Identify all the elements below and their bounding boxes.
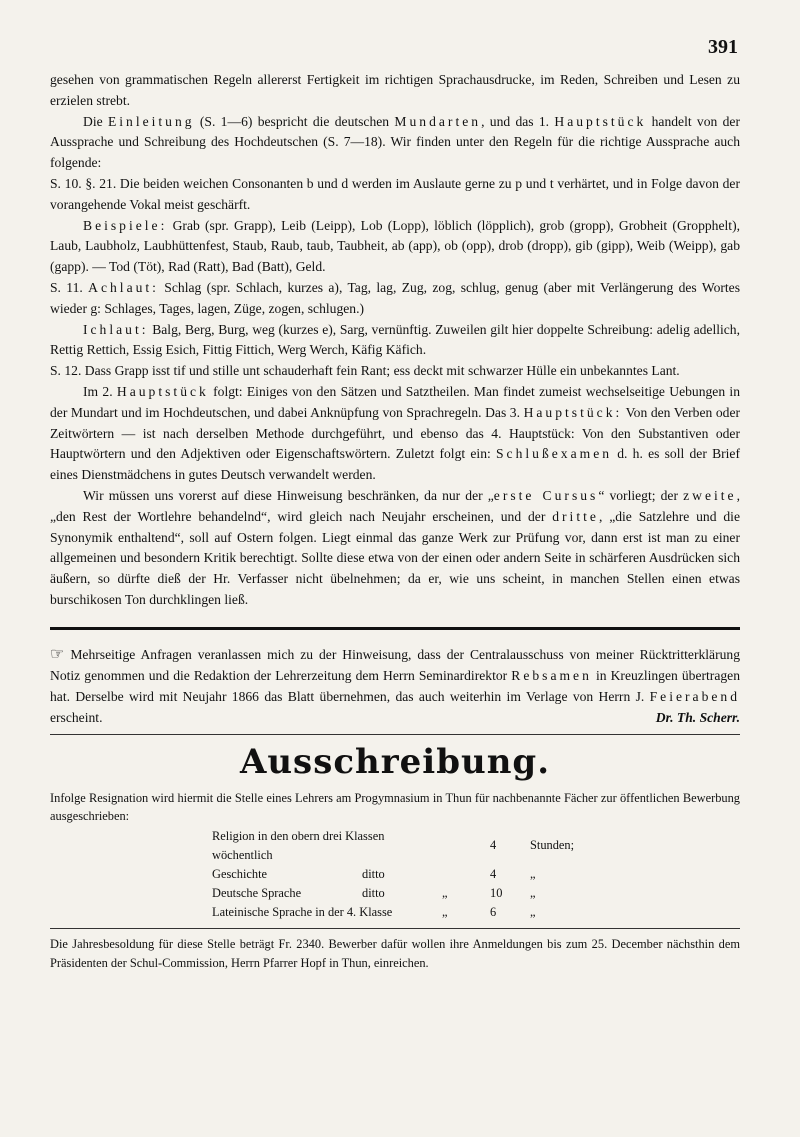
paragraph-8: Im 2. Hauptstück folgt: Einiges von den Sätzen und Satztheilen. Man findet zumeist wechselseitige Uebungen in der Mundart und im Hochdeutschen, und dabei Anknüpfung von Sprachregeln. Das 3. Hauptstück: Von den Verben oder Zeitwörtern — ist nach derselben Methode durchgeführt, und ebenso das 4. Hauptstück: Von den Substantiven oder Hauptwörtern und den Adjektiven oder Eigenschaftswörtern. Zuletzt folgt ein: Schlußexamen d. h. es soll der Brief eines Dienstmädchens in gutes Deutsch verwandelt werden. (50, 383, 740, 483)
table-row (212, 903, 574, 922)
subjects-table (212, 827, 574, 922)
unit-cell: „ (530, 885, 536, 900)
subject-cell: Religion in den obern drei Klassen wöchentlich (212, 828, 385, 862)
pointing-hand-icon: ☞ (50, 645, 65, 663)
unit-cell: „ (530, 904, 536, 919)
quote-cell: „ (442, 885, 448, 900)
editorial-notice: ☞ Mehrseitige Anfragen veranlassen mich zu der Hinweisung, dass der Centralausschuss von meiner Rücktritterklärung Notiz genommen und die Redaktion der Lehrerzeitung dem Herrn Seminardirektor Rebsamen in Kreuzlingen übertragen hat. Derselbe wird mit Neujahr 1866 das Blatt übernehmen, das auch weiterhin im Verlage von Herrn J. Feierabend erscheint. Dr. Th. Scherr. (50, 644, 740, 728)
page-number: 391 (708, 36, 738, 58)
paragraph-6: Ichlaut: Balg, Berg, Burg, weg (kurzes e), Sarg, vernünftig. Zuweilen gilt hier doppelte Schreibung: adelig adellich, Rettig Rettich, Essig Esich, Fittig Fittich, Werg Werch, Käfig Käfich. (50, 321, 740, 358)
paragraph-9: Wir müssen uns vorerst auf diese Hinweisung beschränken, da nur der „erste Cursus“ vorliegt; der zweite, „den Rest der Wortlehre behandelnd“, wird gleich nach Neujahr erscheinen, und der dritte, „die Satzlehre und die Synonymik enthaltend“, soll auf Ostern folgen. Liegt einmal das ganze Werk zur Prüfung vor, dann erst ist man zu einer allgemeinen und besondern Kritik berechtigt. Sollte diese etwa von der einen oder andern Seite in schärferen Ausdrücken sich äußern, so dürfte dieß der Hr. Verfasser nicht übelnehmen; da er, wie uns scheint, in manchen Stellen einen etwas burschikosen Ton durchklingen ließ. (50, 487, 740, 607)
quote-cell: „ (442, 904, 448, 919)
subject-cell: Geschichte (212, 866, 268, 881)
ditto-cell: ditto (362, 866, 385, 881)
table-row (212, 865, 574, 884)
subject-cell: Deutsche Sprache (212, 885, 302, 900)
paragraph-5: S. 11. Achlaut: Schlag (spr. Schlach, kurzes a), Tag, lag, Zug, zog, schlug, genug (aber mit Verlängerung des Wortes wieder g: Schlages, Tages, lagen, Züge, zogen, schlugen.) (50, 279, 740, 316)
notice-signature: Dr. Th. Scherr. (655, 709, 740, 725)
subject-cell: Lateinische Sprache in der 4. Klasse (212, 904, 393, 919)
paragraph-3: S. 10. §. 21. Die beiden weichen Consonanten b und d werden im Auslaute gerne zu p und t verhärtet, und in Folge davon der vorangehende Vokal meist geschärft. (50, 175, 740, 212)
notice-divider (50, 734, 740, 735)
hours-cell: 4 (490, 838, 497, 853)
advert-intro: Infolge Resignation wird hiermit die Stelle eines Lehrers am Progymnasium in Thun für nachbenannte Fächer zur öffentlichen Bewerbung ausgeschrieben: (50, 790, 740, 823)
review-article (50, 70, 740, 611)
hours-cell: 4 (490, 866, 497, 881)
table-row (212, 884, 574, 903)
unit-cell: Stunden; (530, 838, 575, 853)
hours-cell: 6 (490, 904, 497, 919)
ditto-cell: ditto (362, 885, 385, 900)
hours-cell: 10 (490, 885, 503, 900)
unit-cell: „ (530, 866, 536, 881)
paragraph-2: Die Einleitung (S. 1—6) bespricht die deutschen Mundarten, und das 1. Hauptstück handelt von der Aussprache und Schreibung des Hochdeutschen (S. 7—18). Wir finden unter den Regeln für die richtige Aussprache auch folgende: (50, 113, 740, 171)
quote-cell (442, 827, 490, 865)
section-divider (50, 627, 740, 630)
paragraph-1: gesehen von grammatischen Regeln allererst Fertigkeit im richtigen Sprachausdrucke, im Reden, Schreiben und Lesen zu erzielen strebt. (50, 72, 740, 108)
paragraph-7: S. 12. Dass Grapp isst tif und stille unt schauderhaft fein Rant; ess deckt mit schwarzer Hülle ein unbekanntes Lant. (50, 363, 680, 379)
advert-title: Ausschreibung. (239, 741, 551, 782)
advert-divider (50, 928, 740, 929)
table-row (212, 827, 574, 865)
quote-cell (442, 865, 490, 884)
advert-footer: Die Jahresbesoldung für diese Stelle beträgt Fr. 2340. Bewerber dafür wollen ihre Anmeldungen bis zum 25. December nächsthin dem Präsidenten der Schul-Commission, Herrn Pfarrer Hopf in Thun, einreichen. (50, 936, 740, 970)
paragraph-4: Beispiele: Grab (spr. Grapp), Leib (Leipp), Lob (Lopp), löblich (löpplich), grob (gropp), Grobheit (Gropphelt), Laub, Laubholz, Laubhüttenfest, Staub, Raub, taub, Taubheit, ab (app), ob (opp), drob (dropp), gib (gipp), Weib (Weipp), gab (gapp). — Tod (Töt), Rad (Ratt), Bad (Batt), Geld. (50, 217, 740, 275)
